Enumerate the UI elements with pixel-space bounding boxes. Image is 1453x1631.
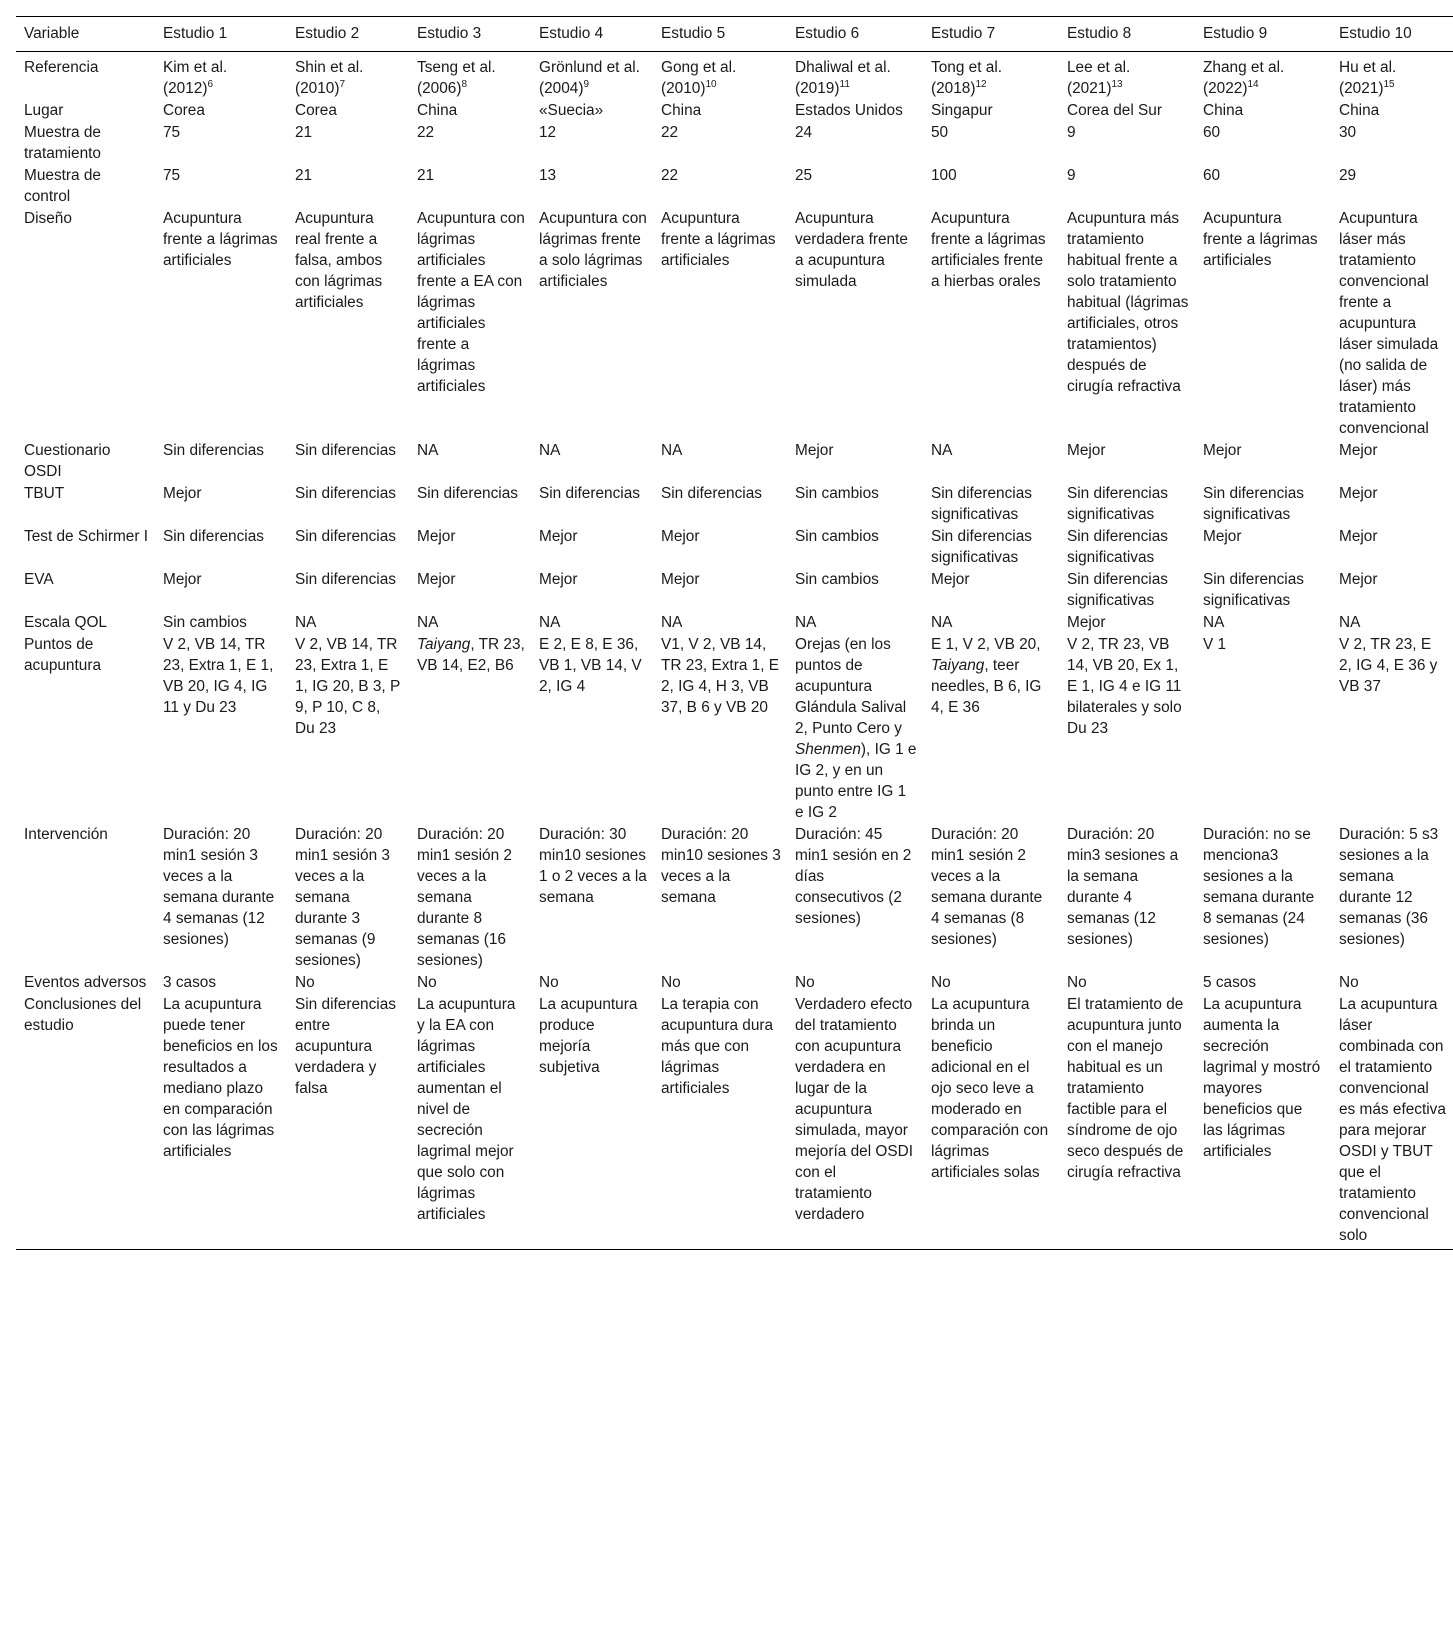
table-cell: 30 [1339, 124, 1357, 141]
table-cell: NA [931, 614, 953, 631]
table-cell: 21 [295, 167, 313, 184]
column-header: Estudio 4 [539, 25, 604, 42]
row-label: Escala QOL [24, 614, 107, 631]
table-cell: Mejor [539, 528, 578, 545]
row-label: Muestra de tratamiento [24, 124, 101, 162]
table-cell: No [795, 974, 815, 991]
points-text: , TR 23, VB 14, E2, B6 [417, 636, 525, 674]
table-cell: Sin diferencias [295, 442, 396, 459]
reference-superscript: 15 [1383, 79, 1395, 90]
row-label: Intervención [24, 826, 108, 843]
reference-superscript: 12 [975, 79, 987, 90]
table-cell: Sin diferencias [295, 571, 396, 588]
table-cell: Acupuntura verdadera frente a acupuntura simulada [795, 210, 908, 290]
table-cell: La acupuntura láser combinada con el tratamiento convencional es más efectiva para mejorar OSDI y TBUT que el tratamiento convencional solo [1339, 996, 1446, 1244]
table-cell: Mejor [1339, 442, 1378, 459]
table-cell: 75 [163, 167, 181, 184]
table-cell: Sin diferencias significativas [1203, 571, 1304, 609]
reference-text: Shin et al. (2010) [295, 59, 364, 97]
table-cell: NA [417, 442, 439, 459]
table-cell [1331, 634, 1453, 824]
reference-superscript: 14 [1247, 79, 1259, 90]
table-cell: Mejor [661, 528, 700, 545]
table-cell: NA [539, 614, 561, 631]
table-cell [1195, 52, 1331, 101]
table-cell: Duración: no se menciona3 sesiones a la semana durante 8 semanas (24 sesiones) [1203, 826, 1315, 948]
row-label: Diseño [24, 210, 72, 227]
table-cell: Sin diferencias significativas [1067, 485, 1168, 523]
column-header: Estudio 2 [295, 25, 360, 42]
table-cell [287, 634, 409, 824]
reference-superscript: 9 [583, 79, 590, 90]
table-cell: 29 [1339, 167, 1357, 184]
table-cell: Duración: 20 min1 sesión 3 veces a la semana durante 3 semanas (9 sesiones) [295, 826, 390, 969]
column-header: Variable [24, 25, 80, 42]
table-cell: Sin diferencias [163, 442, 264, 459]
table-cell: China [1203, 102, 1244, 119]
table-cell: Mejor [417, 571, 456, 588]
table-cell: La terapia con acupuntura dura más que con lágrimas artificiales [661, 996, 774, 1097]
table-cell: Mejor [1339, 485, 1378, 502]
table-cell: 5 casos [1203, 974, 1257, 991]
table-cell: No [539, 974, 559, 991]
row-lugar [16, 100, 1453, 122]
table-cell: Sin diferencias [295, 528, 396, 545]
row-muestra-tratamiento [16, 122, 1453, 165]
reference-superscript: 11 [839, 79, 850, 90]
table-cell: 22 [417, 124, 435, 141]
table-cell [787, 634, 923, 824]
reference-text: Kim et al. (2012) [163, 59, 228, 97]
table-cell: Acupuntura con lágrimas artificiales frente a EA con lágrimas artificiales frente a lágrimas artificiales [417, 210, 525, 395]
table-cell: Mejor [163, 571, 202, 588]
table-cell: 22 [661, 167, 679, 184]
table-cell [1059, 634, 1195, 824]
table-cell: Duración: 5 s3 sesiones a la semana durante 12 semanas (36 sesiones) [1339, 826, 1439, 948]
table-cell: Mejor [1203, 442, 1242, 459]
row-label: Conclusiones del estudio [24, 996, 142, 1034]
table-cell: Duración: 20 min1 sesión 2 veces a la semana durante 8 semanas (16 sesiones) [417, 826, 512, 969]
table-cell: Corea [163, 102, 205, 119]
reference-text: Tong et al. (2018) [931, 59, 1003, 97]
table-cell: Singapur [931, 102, 993, 119]
reference-text: Zhang et al. (2022) [1203, 59, 1285, 97]
column-header: Estudio 8 [1067, 25, 1132, 42]
column-header: Estudio 9 [1203, 25, 1268, 42]
row-label: Muestra de control [24, 167, 101, 205]
table-cell: «Suecia» [539, 102, 604, 119]
table-cell: Sin diferencias significativas [1067, 571, 1168, 609]
row-referencia [16, 52, 1453, 101]
table-cell: 24 [795, 124, 813, 141]
table-cell [1195, 634, 1331, 824]
table-cell: 60 [1203, 124, 1221, 141]
reference-superscript: 7 [339, 79, 346, 90]
points-text: Orejas (en los puntos de acupuntura Glándula Salival 2, Punto Cero y [795, 636, 907, 737]
row-eva [16, 569, 1453, 612]
table-cell: Sin cambios [795, 571, 879, 588]
table-cell: No [1067, 974, 1087, 991]
table-cell: NA [1203, 614, 1225, 631]
table-cell: Duración: 20 min10 sesiones 3 veces a la semana [661, 826, 781, 906]
reference-superscript: 13 [1111, 79, 1123, 90]
row-conclusiones [16, 994, 1453, 1250]
table-cell: Acupuntura frente a lágrimas artificiales [163, 210, 278, 269]
table-cell: Sin diferencias significativas [1203, 485, 1304, 523]
table-cell: Duración: 20 min3 sesiones a la semana durante 4 semanas (12 sesiones) [1067, 826, 1179, 948]
table-cell: 12 [539, 124, 557, 141]
row-qol [16, 612, 1453, 634]
row-label: Eventos adversos [24, 974, 147, 991]
points-text: , teer needles, B 6, IG 4, E 36 [931, 657, 1042, 716]
column-header: Estudio 6 [795, 25, 860, 42]
reference-text: Grönlund et al. (2004) [539, 59, 640, 97]
table-cell: Mejor [1203, 528, 1242, 545]
table-cell: Sin diferencias significativas [931, 528, 1032, 566]
table-cell: La acupuntura produce mejoría subjetiva [539, 996, 638, 1076]
reference-text: Lee et al. (2021) [1067, 59, 1131, 97]
table-cell: Mejor [1067, 614, 1106, 631]
table-cell [653, 52, 787, 101]
table-cell: Mejor [1067, 442, 1106, 459]
table-cell: Acupuntura más tratamiento habitual frente a solo tratamiento habitual (lágrimas artificiales, otros tratamientos) después de cirugía refractiva [1067, 210, 1189, 395]
table-cell: Sin diferencias [295, 485, 396, 502]
table-cell: 75 [163, 124, 181, 141]
table-cell: Acupuntura con lágrimas frente a solo lágrimas artificiales [539, 210, 647, 290]
points-italic-text: Shenmen [795, 741, 861, 758]
points-text: V 1 [1203, 636, 1227, 653]
table-cell: NA [931, 442, 953, 459]
row-osdi [16, 440, 1453, 483]
table-cell: Corea del Sur [1067, 102, 1162, 119]
table-cell: Mejor [417, 528, 456, 545]
table-cell: 9 [1067, 124, 1076, 141]
table-cell: Acupuntura láser más tratamiento convencional frente a acupuntura láser simulada (no salida de láser) más tratamiento convencional [1339, 210, 1439, 437]
table-cell: La acupuntura aumenta la secreción lagrimal y mostró mayores beneficios que las lágrimas artificiales [1203, 996, 1321, 1160]
table-cell: Sin diferencias significativas [1067, 528, 1168, 566]
row-muestra-control [16, 165, 1453, 208]
table-cell: China [661, 102, 702, 119]
reference-text: Hu et al. (2021) [1339, 59, 1397, 97]
table-cell: Acupuntura real frente a falsa, ambos con lágrimas artificiales [295, 210, 383, 311]
points-text: ), IG 1 e IG 2, y en un punto entre IG 1 e IG 2 [795, 741, 917, 821]
table-cell [531, 52, 653, 101]
table-container [16, 16, 1453, 1250]
table-cell: Duración: 20 min1 sesión 3 veces a la semana durante 4 semanas (12 sesiones) [163, 826, 275, 948]
table-cell: Sin cambios [795, 528, 879, 545]
row-label: Test de Schirmer I [24, 528, 149, 545]
table-cell: Mejor [795, 442, 834, 459]
table-cell: La acupuntura y la EA con lágrimas artificiales aumentan el nivel de secreción lagrimal mejor que solo con lágrimas artificiales [417, 996, 516, 1223]
table-cell: La acupuntura puede tener beneficios en los resultados a mediano plazo en comparación con las lágrimas artificiales [163, 996, 278, 1160]
table-cell: Sin diferencias significativas [931, 485, 1032, 523]
table-cell [923, 52, 1059, 101]
table-cell: Corea [295, 102, 337, 119]
table-cell: Estados Unidos [795, 102, 903, 119]
table-cell: 13 [539, 167, 557, 184]
row-diseno [16, 208, 1453, 440]
table-cell: Verdadero efecto del tratamiento con acupuntura verdadera en lugar de la acupuntura simulada, mayor mejoría del OSDI con el tratamiento verdadero [795, 996, 914, 1223]
studies-comparison-table [16, 16, 1453, 1250]
table-cell: No [661, 974, 681, 991]
column-header: Estudio 5 [661, 25, 726, 42]
table-cell: Mejor [163, 485, 202, 502]
table-cell: 22 [661, 124, 679, 141]
table-cell: Mejor [931, 571, 970, 588]
table-cell: Sin diferencias [163, 528, 264, 545]
table-cell: 3 casos [163, 974, 217, 991]
row-schirmer [16, 526, 1453, 569]
table-cell: NA [661, 442, 683, 459]
table-cell: No [931, 974, 951, 991]
table-cell [409, 52, 531, 101]
reference-text: Gong et al. (2010) [661, 59, 737, 97]
reference-text: Dhaliwal et al. (2019) [795, 59, 891, 97]
row-tbut [16, 483, 1453, 526]
table-cell: 9 [1067, 167, 1076, 184]
table-cell: Mejor [661, 571, 700, 588]
table-cell [1059, 52, 1195, 101]
points-text: V 2, TR 23, E 2, IG 4, E 36 y VB 37 [1339, 636, 1438, 695]
column-header: Estudio 7 [931, 25, 996, 42]
table-cell: 21 [417, 167, 435, 184]
table-cell [531, 634, 653, 824]
table-cell: NA [295, 614, 317, 631]
table-cell: Acupuntura frente a lágrimas artificiales [661, 210, 776, 269]
table-cell [155, 52, 287, 101]
table-cell: Acupuntura frente a lágrimas artificiales frente a hierbas orales [931, 210, 1046, 290]
table-cell: Sin diferencias [539, 485, 640, 502]
table-cell: 60 [1203, 167, 1221, 184]
row-intervencion [16, 824, 1453, 972]
points-text: E 2, E 8, E 36, VB 1, VB 14, V 2, IG 4 [539, 636, 642, 695]
table-cell: Duración: 20 min1 sesión 2 veces a la semana durante 4 semanas (8 sesiones) [931, 826, 1043, 948]
table-cell: Mejor [1339, 571, 1378, 588]
table-cell: NA [795, 614, 817, 631]
table-cell [287, 52, 409, 101]
column-header: Estudio 3 [417, 25, 482, 42]
table-cell: El tratamiento de acupuntura junto con el manejo habitual es un tratamiento factible para el síndrome de ojo seco después de cirugía refractiva [1067, 996, 1184, 1181]
row-eventos [16, 972, 1453, 994]
table-cell: NA [661, 614, 683, 631]
row-label: Puntos de acupuntura [24, 636, 102, 674]
row-label: TBUT [24, 485, 65, 502]
table-cell: China [417, 102, 458, 119]
table-cell: No [1339, 974, 1359, 991]
row-label: Cuestionario OSDI [24, 442, 111, 480]
reference-superscript: 6 [207, 79, 214, 90]
table-cell: Mejor [1339, 528, 1378, 545]
table-cell [653, 634, 787, 824]
column-header: Estudio 10 [1339, 25, 1412, 42]
points-text: V 2, VB 14, TR 23, Extra 1, E 1, VB 20, IG 4, IG 11 y Du 23 [163, 636, 274, 716]
row-puntos [16, 634, 1453, 824]
points-text: V1, V 2, VB 14, TR 23, Extra 1, E 2, IG 4, H 3, VB 37, B 6 y VB 20 [661, 636, 780, 716]
table-cell: NA [539, 442, 561, 459]
table-cell: No [417, 974, 437, 991]
header-row [16, 17, 1453, 52]
table-cell: Sin cambios [163, 614, 247, 631]
table-cell [155, 634, 287, 824]
row-label: Lugar [24, 102, 64, 119]
reference-superscript: 10 [705, 79, 717, 90]
table-cell: NA [417, 614, 439, 631]
points-italic-text: Taiyang [931, 657, 985, 674]
table-cell: 50 [931, 124, 949, 141]
row-label: Referencia [24, 59, 99, 76]
table-cell: 25 [795, 167, 813, 184]
table-cell: Duración: 45 min1 sesión en 2 días consecutivos (2 sesiones) [795, 826, 912, 927]
table-cell: 21 [295, 124, 313, 141]
points-text: V 2, VB 14, TR 23, Extra 1, E 1, IG 20, B 3, P 9, P 10, C 8, Du 23 [295, 636, 400, 737]
table-cell: Sin diferencias entre acupuntura verdadera y falsa [295, 996, 396, 1097]
table-cell: Duración: 30 min10 sesiones 1 o 2 veces a la semana [539, 826, 647, 906]
table-cell: Acupuntura frente a lágrimas artificiales [1203, 210, 1318, 269]
table-cell: Sin cambios [795, 485, 879, 502]
table-cell: 100 [931, 167, 957, 184]
table-cell: NA [1339, 614, 1361, 631]
table-cell: Sin diferencias [661, 485, 762, 502]
table-cell: La acupuntura brinda un beneficio adicional en el ojo seco leve a moderado en comparación con lágrimas artificiales solas [931, 996, 1049, 1181]
table-cell [787, 52, 923, 101]
points-text: V 2, TR 23, VB 14, VB 20, Ex 1, E 1, IG 4 e IG 11 bilaterales y solo Du 23 [1067, 636, 1182, 737]
reference-superscript: 8 [461, 79, 468, 90]
table-cell: China [1339, 102, 1380, 119]
table-cell: Sin diferencias [417, 485, 518, 502]
table-body [16, 52, 1453, 1250]
points-italic-text: Taiyang [417, 636, 471, 653]
table-cell [1331, 52, 1453, 101]
table-cell [409, 634, 531, 824]
points-text: E 1, V 2, VB 20, [931, 636, 1041, 653]
row-label: EVA [24, 571, 54, 588]
table-cell [923, 634, 1059, 824]
reference-text: Tseng et al. (2006) [417, 59, 496, 97]
column-header: Estudio 1 [163, 25, 228, 42]
table-cell: Mejor [539, 571, 578, 588]
table-cell: No [295, 974, 315, 991]
